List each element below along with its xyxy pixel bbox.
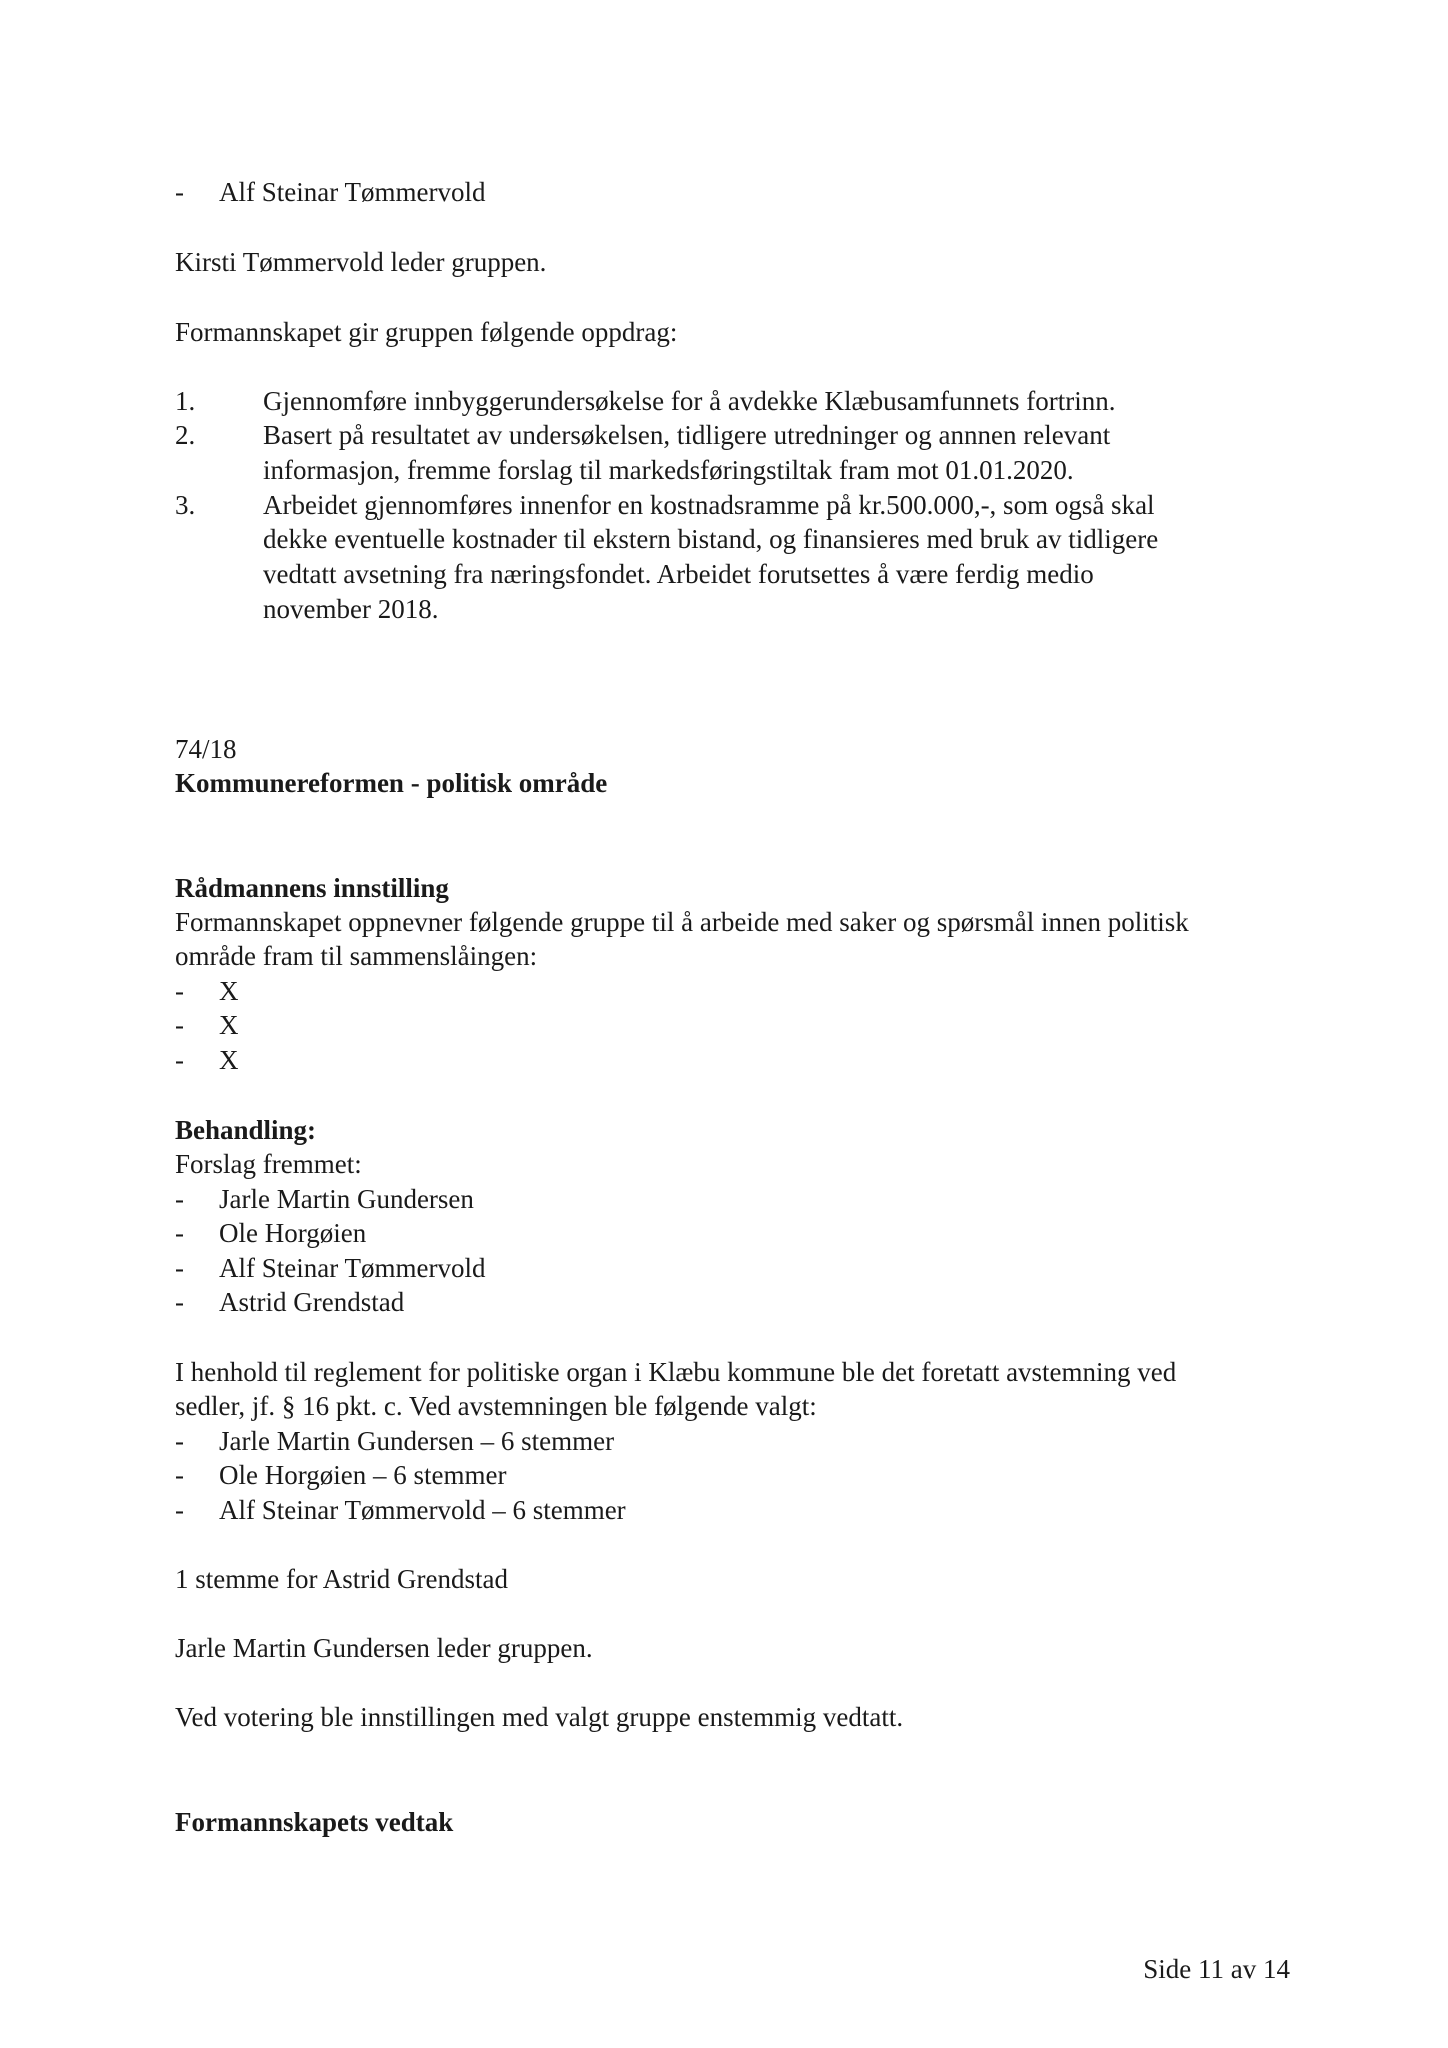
list-item: X (219, 1045, 239, 1075)
list-item: Ole Horgøien (219, 1218, 367, 1248)
list-dash: - (175, 1010, 184, 1040)
group-leader-text: Kirsti Tømmervold leder gruppen. (175, 247, 547, 277)
recommendation-text: Formannskapet oppnevner følgende gruppe til å arbeide med saker og spørsmål innen politisk (175, 907, 1189, 937)
list-dash: - (175, 1426, 184, 1456)
list-item: X (219, 1010, 239, 1040)
extra-vote-text: 1 stemme for Astrid Grendstad (175, 1564, 508, 1594)
list-item: Alf Steinar Tømmervold – 6 stemmer (219, 1495, 626, 1525)
voting-result-text: Ved votering ble innstillingen med valgt gruppe enstemmig vedtatt. (175, 1702, 904, 1732)
recommendation-heading: Rådmannens innstilling (175, 873, 449, 903)
recommendation-text: område fram til sammenslåingen: (175, 941, 538, 971)
list-dash: - (175, 1460, 184, 1490)
list-dash: - (175, 1045, 184, 1075)
list-item: X (219, 976, 239, 1006)
list-item: Astrid Grendstad (219, 1287, 405, 1317)
treatment-heading: Behandling: (175, 1115, 317, 1145)
assignment-line: dekke eventuelle kostnader til ekstern bistand, og finansieres med bruk av tidligere (263, 524, 1159, 554)
list-dash: - (175, 1287, 184, 1317)
list-item: Alf Steinar Tømmervold (219, 1253, 486, 1283)
assignment-line: informasjon, fremme forslag til markedsføringstiltak fram mot 01.01.2020. (263, 455, 1074, 485)
vote-text: sedler, jf. § 16 pkt. c. Ved avstemningen ble følgende valgt: (175, 1391, 817, 1421)
list-dash: - (175, 177, 184, 207)
list-item: Jarle Martin Gundersen – 6 stemmer (219, 1426, 615, 1456)
case-title: Kommunereformen - politisk område (175, 768, 608, 798)
assignment-line: Arbeidet gjennomføres innenfor en kostnadsramme på kr.500.000,-, som også skal (263, 490, 1155, 520)
list-dash: - (175, 1253, 184, 1283)
proposal-intro: Forslag fremmet: (175, 1149, 362, 1179)
assignment-line: Basert på resultatet av undersøkelsen, tidligere utredninger og annnen relevant (263, 420, 1111, 450)
assignment-number: 1. (175, 386, 196, 416)
assignment-intro: Formannskapet gir gruppen følgende oppdrag: (175, 317, 678, 347)
list-item: Alf Steinar Tømmervold (219, 177, 486, 207)
page-number: Side 11 av 14 (1143, 1954, 1290, 1984)
assignment-line: Gjennomføre innbyggerundersøkelse for å avdekke Klæbusamfunnets fortrinn. (263, 386, 1116, 416)
assignment-line: vedtatt avsetning fra næringsfondet. Arbeidet forutsettes å være ferdig medio (263, 559, 1094, 589)
assignment-number: 2. (175, 420, 196, 450)
case-number: 74/18 (175, 734, 237, 764)
group-leader-text: Jarle Martin Gundersen leder gruppen. (175, 1633, 593, 1663)
list-item: Jarle Martin Gundersen (219, 1184, 474, 1214)
assignment-line: november 2018. (263, 594, 439, 624)
list-dash: - (175, 976, 184, 1006)
list-item: Ole Horgøien – 6 stemmer (219, 1460, 507, 1490)
list-dash: - (175, 1218, 184, 1248)
decision-heading: Formannskapets vedtak (175, 1807, 454, 1837)
list-dash: - (175, 1495, 184, 1525)
list-dash: - (175, 1184, 184, 1214)
vote-text: I henhold til reglement for politiske organ i Klæbu kommune ble det foretatt avstemning ved (175, 1357, 1177, 1387)
assignment-number: 3. (175, 490, 196, 520)
